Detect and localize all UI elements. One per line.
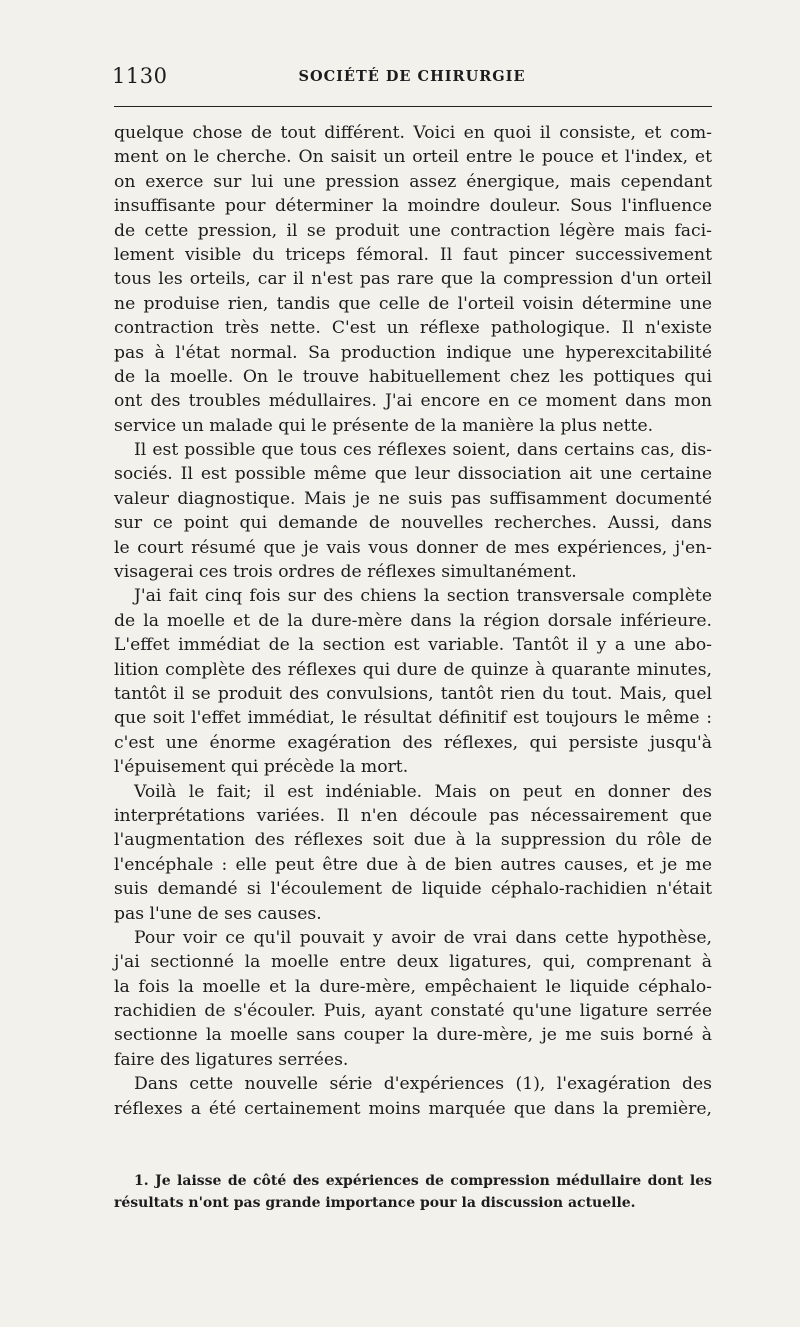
- text-line: suis demandé si l'écoulement de liquide céphalo-rachidien n'était: [114, 879, 712, 900]
- text-line: Pour voir ce qu'il pouvait y avoir de vrai dans cette hypothèse,: [134, 927, 712, 948]
- text-line: réflexes a été certainement moins marquée que dans la première,: [114, 1098, 712, 1119]
- paragraph: [114, 926, 712, 1072]
- text-line: c'est une énorme exagération des réflexes, qui persiste jusqu'à: [114, 732, 712, 753]
- text-line: de la moelle et de la dure-mère dans la région dorsale inférieure.: [114, 610, 712, 631]
- text-line: contraction très nette. C'est un réflexe pathologique. Il n'existe: [114, 318, 712, 339]
- text-line: lition complète des réflexes qui dure de quinze à quarante minutes,: [114, 659, 712, 680]
- text-line: interprétations variées. Il n'en découle pas nécessairement que: [114, 805, 712, 826]
- text-line: J'ai fait cinq fois sur des chiens la section transversale complète: [134, 586, 712, 607]
- text-line: tous les orteils, car il n'est pas rare que la compression d'un orteil: [114, 269, 712, 290]
- text-line: lement visible du triceps fémoral. Il faut pincer successivement: [114, 244, 712, 265]
- text-line: Il est possible que tous ces réflexes soient, dans certains cas, dis-: [134, 440, 712, 461]
- text-line: faire des ligatures serrées.: [114, 1049, 349, 1070]
- paragraph: [114, 1072, 712, 1121]
- page-number: 1130: [112, 64, 168, 88]
- text-line: valeur diagnostique. Mais je ne suis pas suffisamment documenté: [114, 488, 712, 509]
- text-line: L'effet immédiat de la section est variable. Tantôt il y a une abo-: [114, 635, 712, 656]
- text-line: Dans cette nouvelle série d'expériences (1), l'exagération des: [134, 1074, 712, 1095]
- text-line: ne produise rien, tandis que celle de l'orteil voisin détermine une: [114, 293, 712, 314]
- text-line: le court résumé que je vais vous donner de mes expériences, j'en-: [114, 537, 712, 558]
- footnote: [114, 1170, 712, 1214]
- text-line: l'épuisement qui précède la mort.: [114, 757, 409, 778]
- text-line: la fois la moelle et la dure-mère, empêchaient le liquide céphalo-: [114, 976, 712, 997]
- footnote-line: résultats n'ont pas grande importance pour la discussion actuelle.: [114, 1195, 636, 1211]
- text-line: l'augmentation des réflexes soit due à la suppression du rôle de: [114, 830, 712, 851]
- text-line: ont des troubles médullaires. J'ai encore en ce moment dans mon: [114, 391, 712, 412]
- text-line: j'ai sectionné la moelle entre deux ligatures, qui, comprenant à: [114, 952, 712, 973]
- running-head: SOCIÉTÉ DE CHIRURGIE: [298, 68, 526, 85]
- text-line: que soit l'effet immédiat, le résultat définitif est toujours le même :: [114, 708, 712, 729]
- text-line: on exerce sur lui une pression assez énergique, mais cependant: [114, 171, 712, 192]
- text-line: sociés. Il est possible même que leur dissociation ait une certaine: [114, 464, 712, 485]
- footnote-line: 1. Je laisse de côté des expériences de compression médullaire dont les: [134, 1173, 712, 1189]
- text-line: l'encéphale : elle peut être due à de bien autres causes, et je me: [114, 854, 712, 875]
- text-line: rachidien de s'écouler. Puis, ayant constaté qu'une ligature serrée: [114, 1001, 712, 1022]
- text-line: de cette pression, il se produit une contraction légère mais faci-: [114, 220, 712, 241]
- text-line: pas l'une de ses causes.: [114, 903, 322, 924]
- text-line: quelque chose de tout différent. Voici en quoi il consiste, et com-: [114, 123, 712, 143]
- body-text: [114, 121, 712, 1121]
- header-rule: [114, 106, 712, 107]
- text-line: tantôt il se produit des convulsions, tantôt rien du tout. Mais, quel: [114, 683, 712, 704]
- text-line: de la moelle. On le trouve habituellement chez les pottiques qui: [114, 366, 712, 387]
- paragraph: [114, 438, 712, 584]
- paragraph: [114, 780, 712, 926]
- text-line: sectionne la moelle sans couper la dure-mère, je me suis borné à: [114, 1025, 712, 1046]
- page-header: [112, 62, 712, 92]
- text-line: insuffisante pour déterminer la moindre douleur. Sous l'influence: [114, 196, 712, 217]
- paragraph: [114, 584, 712, 779]
- text-line: visagerai ces trois ordres de réflexes simultanément.: [114, 562, 577, 583]
- text-line: Voilà le fait; il est indéniable. Mais on peut en donner des: [134, 781, 712, 802]
- text-line: sur ce point qui demande de nouvelles recherches. Aussi, dans: [114, 513, 712, 534]
- text-line: service un malade qui le présente de la manière la plus nette.: [114, 415, 654, 436]
- text-line: ment on le cherche. On saisit un orteil entre le pouce et l'index, et: [114, 147, 712, 168]
- paragraph: [114, 121, 712, 438]
- text-line: pas à l'état normal. Sa production indique une hyperexcitabilité: [114, 342, 712, 363]
